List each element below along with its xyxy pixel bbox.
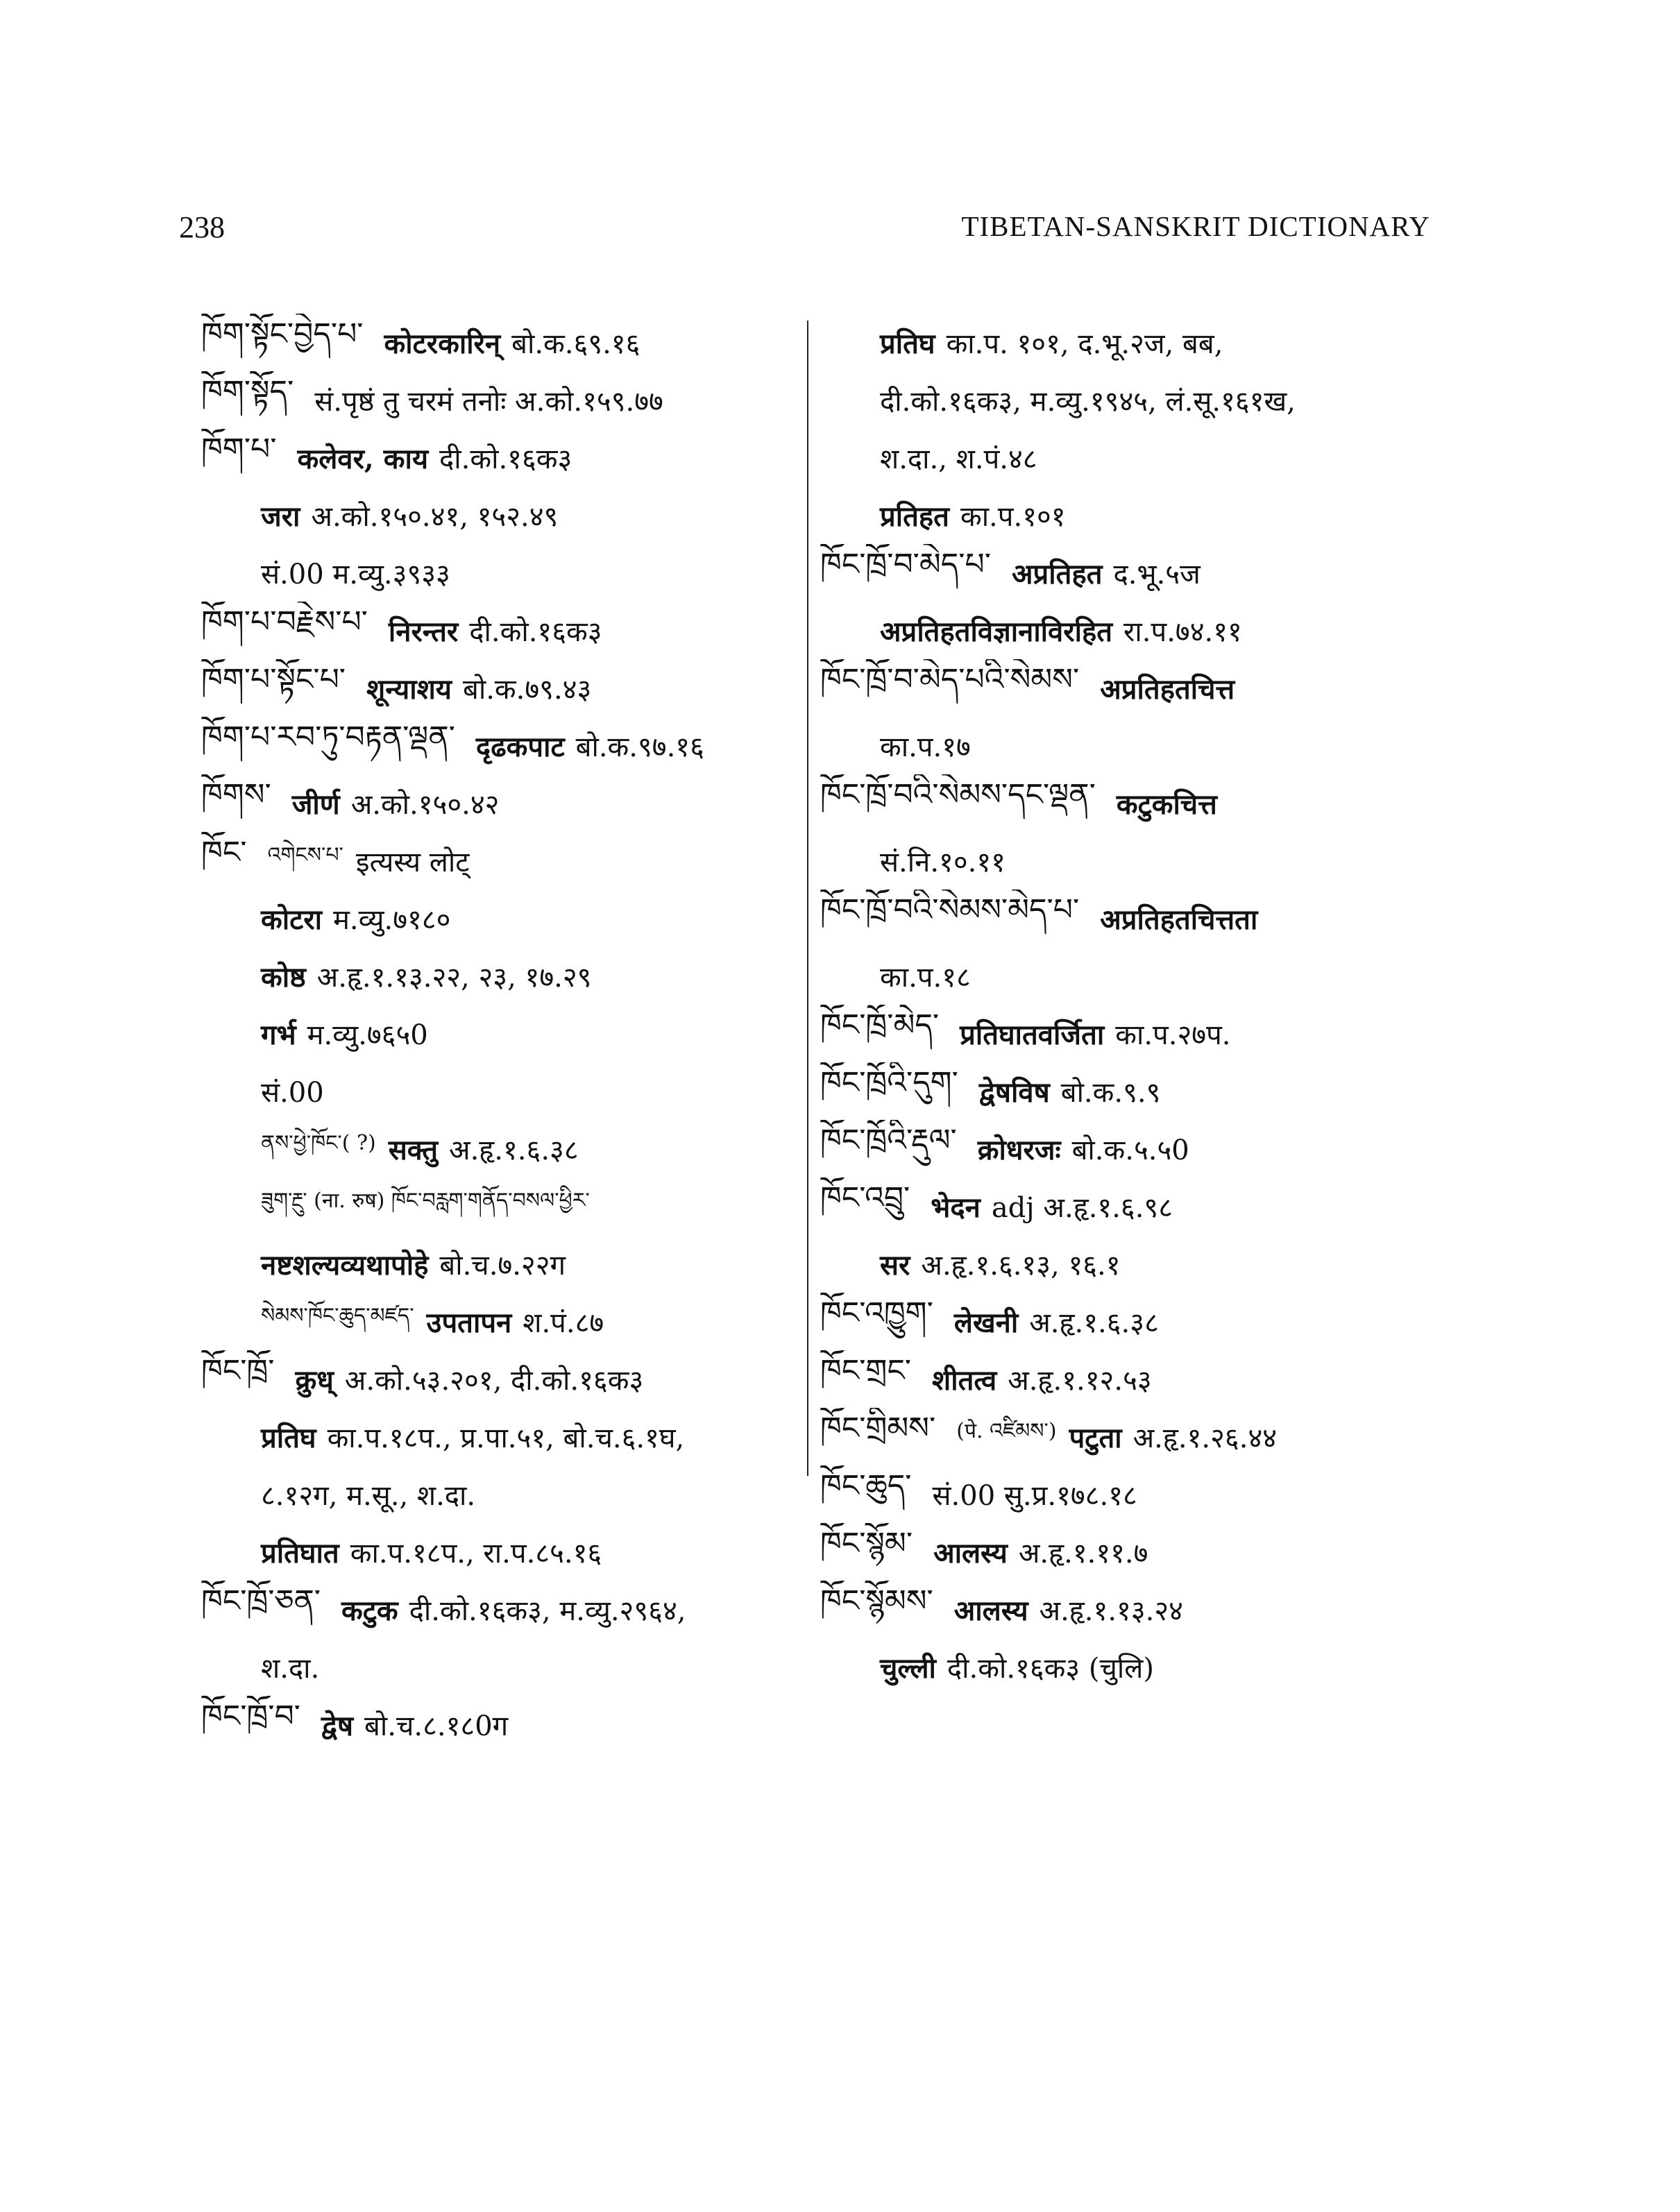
source-reference: इत्यस्य लोट् <box>355 846 470 878</box>
tibetan-note: འགེངས་པ་ <box>267 842 343 867</box>
sanskrit-equivalent: शीतत्व <box>932 1364 997 1397</box>
tibetan-headword: ཁོག་པ་ <box>201 431 277 467</box>
source-reference: म.व्यु.७६५0 <box>307 1019 428 1051</box>
source-reference: बो.क.५.५0 <box>1071 1134 1189 1166</box>
sanskrit-equivalent: द्वेषविष <box>978 1076 1050 1109</box>
dictionary-line <box>820 1581 1448 1638</box>
source-reference: अ.को.१५०.४२ <box>350 789 500 821</box>
source-reference: अ.हृ.१.६.३८ <box>449 1134 579 1166</box>
tibetan-headword: ཁོང་ཁྲོ་ཅན་ <box>201 1583 321 1619</box>
source-reference: दी.को.१६क३ <box>469 616 602 648</box>
sanskrit-equivalent: पटुता <box>1069 1422 1122 1454</box>
dictionary-line <box>820 1177 1448 1235</box>
source-reference: बो.च.७.२२ग <box>439 1250 566 1282</box>
tibetan-headword: ཁོང་ཁྲོ་མེད་ <box>820 1007 940 1043</box>
tibetan-headword: ཁོག་སྟོང་བྱེད་པ་ <box>201 316 364 352</box>
sanskrit-equivalent: क्रुध् <box>295 1364 334 1397</box>
sanskrit-equivalent: कटुक <box>341 1594 398 1627</box>
dictionary-line <box>820 832 1448 890</box>
source-reference: सं.00 म.व्यु.३९३३ <box>261 559 450 590</box>
tibetan-headword: ཁོང་གྲང་ <box>820 1352 912 1388</box>
sanskrit-equivalent: भेदन <box>931 1191 981 1224</box>
dictionary-line <box>201 1005 805 1062</box>
column-divider <box>807 321 808 1476</box>
sanskrit-equivalent: प्रतिहत <box>880 500 949 533</box>
source-reference: अ.हृ.१.२६.४४ <box>1132 1422 1278 1454</box>
source-reference: का.प.१८प., प्र.पा.५१, बो.च.६.१घ, <box>327 1422 685 1454</box>
dictionary-line <box>201 314 805 371</box>
source-reference: सं.00 <box>261 1077 324 1109</box>
tibetan-headword: ཁོང་ཁྲོའི་རྡུལ་ <box>820 1122 957 1158</box>
source-reference: अ.को.१५०.४१, १५२.४९ <box>311 501 559 533</box>
source-reference: श.दा. <box>261 1653 320 1685</box>
dictionary-line <box>820 1465 1448 1523</box>
tibetan-headword: ཁོང་ <box>201 834 247 870</box>
source-reference: दी.को.१६क३, म.व्यु.२९६४, <box>409 1595 686 1627</box>
source-reference: का.प. १०१, द.भू.२ज, बब, <box>946 328 1223 360</box>
tibetan-headword: ཁོག་སྟོད་ <box>201 373 294 409</box>
dictionary-line <box>201 1350 805 1408</box>
sanskrit-equivalent: उपतापन <box>426 1307 512 1339</box>
sanskrit-equivalent: सक्तु <box>388 1134 439 1166</box>
sanskrit-equivalent: आलस्य <box>953 1594 1028 1627</box>
dictionary-line <box>201 1235 805 1293</box>
dictionary-line <box>201 717 805 774</box>
source-reference: का.प.१०१ <box>960 501 1066 533</box>
dictionary-line <box>201 1120 805 1177</box>
tibetan-headword: ཁོང་ཁྲོ་བ་ <box>201 1698 300 1734</box>
dictionary-line <box>820 486 1448 544</box>
source-reference: अ.हृ.१.६.३८ <box>1029 1307 1159 1339</box>
source-reference: रा.प.७४.११ <box>1123 616 1242 648</box>
tibetan-headword: ཁོགས་ <box>201 776 271 813</box>
dictionary-line <box>201 1638 805 1696</box>
source-reference: सं.पृष्ठं तु चरमं तनोः अ.को.१५९.७७ <box>314 386 663 418</box>
sanskrit-equivalent: आलस्य <box>933 1537 1008 1569</box>
dictionary-line <box>820 1120 1448 1177</box>
dictionary-line <box>820 1005 1448 1062</box>
dictionary-line <box>820 1235 1448 1293</box>
source-reference: सं.नि.१०.११ <box>880 846 1006 878</box>
dictionary-line <box>201 659 805 717</box>
source-reference: ८.१२ग, म.सू., श.दा. <box>261 1480 476 1512</box>
source-reference: श.दा., श.पं.४८ <box>880 443 1037 475</box>
source-reference: का.प.१८ <box>880 962 971 994</box>
dictionary-line <box>201 429 805 486</box>
dictionary-line <box>820 1638 1448 1696</box>
tibetan-headword: ཁོག་པ་རབ་ཏུ་བརྟན་ལྡན་ <box>201 719 455 755</box>
source-reference: बो.क.६९.१६ <box>511 328 640 360</box>
dictionary-line <box>201 947 805 1005</box>
dictionary-line <box>820 602 1448 659</box>
dictionary-line <box>201 832 805 890</box>
sanskrit-equivalent: गर्भ <box>261 1019 296 1051</box>
sanskrit-equivalent: प्रतिघात <box>261 1537 339 1569</box>
tibetan-headword: ཁོག་པ་སྟོང་པ་ <box>201 661 346 697</box>
dictionary-line <box>820 1293 1448 1350</box>
dictionary-line <box>201 1293 805 1350</box>
sanskrit-equivalent: अप्रतिहतचित्तता <box>1100 903 1258 936</box>
tibetan-headword: ཁོང་གྲིམས་ <box>820 1410 936 1446</box>
sanskrit-equivalent: नष्टशल्यव्यथापोहे <box>261 1249 429 1282</box>
tibetan-note: ཟུག་རྔུ་ (ना. रुष) ཁོང་བརླག་གནོད་བསལ་ཕྱིར་ <box>261 1188 590 1213</box>
source-reference: श.पं.८७ <box>523 1307 604 1339</box>
running-head: TIBETAN-SANSKRIT DICTIONARY <box>961 210 1430 242</box>
sanskrit-equivalent: कोटरकारिन् <box>384 327 501 360</box>
tibetan-headword: ཁོང་འབྲུ་ <box>820 1180 910 1216</box>
dictionary-line <box>201 1408 805 1465</box>
sanskrit-equivalent: कोटरा <box>261 903 322 936</box>
dictionary-line <box>201 1062 805 1120</box>
dictionary-line <box>820 1350 1448 1408</box>
sanskrit-equivalent: प्रतिघ <box>261 1422 316 1454</box>
source-reference: दी.को.१६क३, म.व्यु.१९४५, लं.सू.१६१ख, <box>880 386 1296 418</box>
sanskrit-equivalent: कटुकचित्त <box>1116 788 1217 821</box>
dictionary-line <box>201 486 805 544</box>
sanskrit-equivalent: कोष्ठ <box>261 961 306 994</box>
dictionary-line <box>820 371 1448 429</box>
source-reference: अ.हृ.१.१३.२२, २३, १७.२९ <box>316 962 592 994</box>
sanskrit-equivalent: कलेवर, काय <box>297 443 429 475</box>
dictionary-line <box>820 1408 1448 1465</box>
source-reference: बो.क.९७.१६ <box>575 731 704 763</box>
source-reference: द.भू.५ज <box>1113 559 1200 590</box>
sanskrit-equivalent: सर <box>880 1249 910 1282</box>
dictionary-line <box>820 544 1448 602</box>
dictionary-line <box>201 890 805 947</box>
source-reference: का.प.२७प. <box>1115 1019 1231 1051</box>
source-reference: का.प.१८प., रा.प.८५.१६ <box>350 1538 602 1569</box>
dictionary-line <box>201 774 805 832</box>
page-number: 238 <box>179 210 225 244</box>
dictionary-line <box>820 1523 1448 1581</box>
tibetan-headword: ཁོང་ཁྲོའི་དུག་ <box>820 1064 958 1100</box>
source-reference: अ.हृ.१.१२.५३ <box>1008 1365 1152 1397</box>
tibetan-headword: ཁོང་ཁྲོ་བའི་སེམས་མེད་པ་ <box>820 892 1080 928</box>
tibetan-headword: ཁོང་ཆུད་ <box>820 1467 912 1504</box>
dictionary-line <box>820 1062 1448 1120</box>
source-reference: अ.हृ.१.६.१३, १६.१ <box>921 1250 1121 1282</box>
sanskrit-equivalent: लेखनी <box>953 1307 1019 1339</box>
dictionary-line <box>820 890 1448 947</box>
tibetan-headword: ཁོང་ཁྲོ་བ་མེད་པའི་སེམས་ <box>820 661 1080 697</box>
dictionary-line <box>201 1696 805 1753</box>
sanskrit-equivalent: निरन्तर <box>388 615 459 648</box>
source-reference: अ.को.५३.२०१, दी.को.१६क३ <box>344 1365 644 1397</box>
dictionary-line <box>820 774 1448 832</box>
sanskrit-equivalent: जरा <box>261 500 300 533</box>
dictionary-line <box>820 947 1448 1005</box>
tibetan-headword: ཁོག་པ་བརྗེས་པ་ <box>201 604 368 640</box>
tibetan-headword: ཁོང་སྙོམས་ <box>820 1583 933 1619</box>
source-reference: का.प.१७ <box>880 731 971 763</box>
left-column <box>201 314 805 1753</box>
dictionary-line <box>201 1523 805 1581</box>
sanskrit-equivalent: क्रोधरजः <box>977 1134 1061 1166</box>
sanskrit-equivalent: अप्रतिहत <box>1011 558 1103 590</box>
tibetan-note: སེམས་ཁོང་ཆུད་མཛད་ <box>261 1303 414 1328</box>
dictionary-line <box>201 544 805 602</box>
sanskrit-equivalent: प्रतिघ <box>880 327 935 360</box>
tibetan-note: (पे. འཛིམས་) <box>956 1418 1057 1443</box>
source-reference: अ.हृ.१.११.७ <box>1018 1538 1148 1569</box>
tibetan-headword: ཁོང་ཁྲོ་བ་མེད་པ་ <box>820 546 991 582</box>
sanskrit-equivalent: अप्रतिहतचित्त <box>1100 673 1235 706</box>
dictionary-line <box>201 1177 805 1235</box>
tibetan-note: ནས་ཕྱེ་ཁོང་( ?) <box>261 1130 376 1155</box>
source-reference: दी.को.१६क३ <box>439 443 572 475</box>
right-column <box>820 314 1448 1696</box>
sanskrit-equivalent: दृढकपाट <box>475 731 565 763</box>
sanskrit-equivalent: चुल्ली <box>880 1652 936 1685</box>
source-reference: बो.क.७९.४३ <box>463 674 592 706</box>
tibetan-headword: ཁོང་ཁྲོ་བའི་སེམས་དང་ལྡན་ <box>820 776 1096 813</box>
source-reference: दी.को.१६क३ (चुलि) <box>947 1653 1154 1685</box>
tibetan-headword: ཁོང་འཁྱུག་ <box>820 1295 933 1331</box>
sanskrit-equivalent: अप्रतिहतविज्ञानाविरहित <box>880 615 1113 648</box>
dictionary-line <box>820 429 1448 486</box>
source-reference: अ.हृ.१.१३.२४ <box>1039 1595 1183 1627</box>
sanskrit-equivalent: शून्याशय <box>366 673 452 706</box>
source-reference: बो.क.९.९ <box>1060 1077 1161 1109</box>
source-reference: म.व्यु.७१८० <box>332 904 451 936</box>
source-reference: adj अ.हृ.१.६.९८ <box>991 1192 1173 1224</box>
sanskrit-equivalent: द्वेष <box>321 1710 354 1742</box>
tibetan-headword: ཁོང་ཁྲོ་ <box>201 1352 275 1388</box>
sanskrit-equivalent: जीर्ण <box>291 788 340 821</box>
dictionary-line <box>820 717 1448 774</box>
dictionary-line <box>201 1581 805 1638</box>
source-reference: सं.00 सु.प्र.१७८.१८ <box>932 1480 1137 1512</box>
dictionary-line <box>820 314 1448 371</box>
sanskrit-equivalent: प्रतिघातवर्जिता <box>960 1019 1105 1051</box>
source-reference: बो.च.८.१८0ग <box>364 1710 509 1742</box>
dictionary-line <box>201 371 805 429</box>
dictionary-line <box>820 659 1448 717</box>
tibetan-headword: ཁོང་སྙོམ་ <box>820 1525 913 1561</box>
dictionary-line <box>201 602 805 659</box>
dictionary-line <box>201 1465 805 1523</box>
